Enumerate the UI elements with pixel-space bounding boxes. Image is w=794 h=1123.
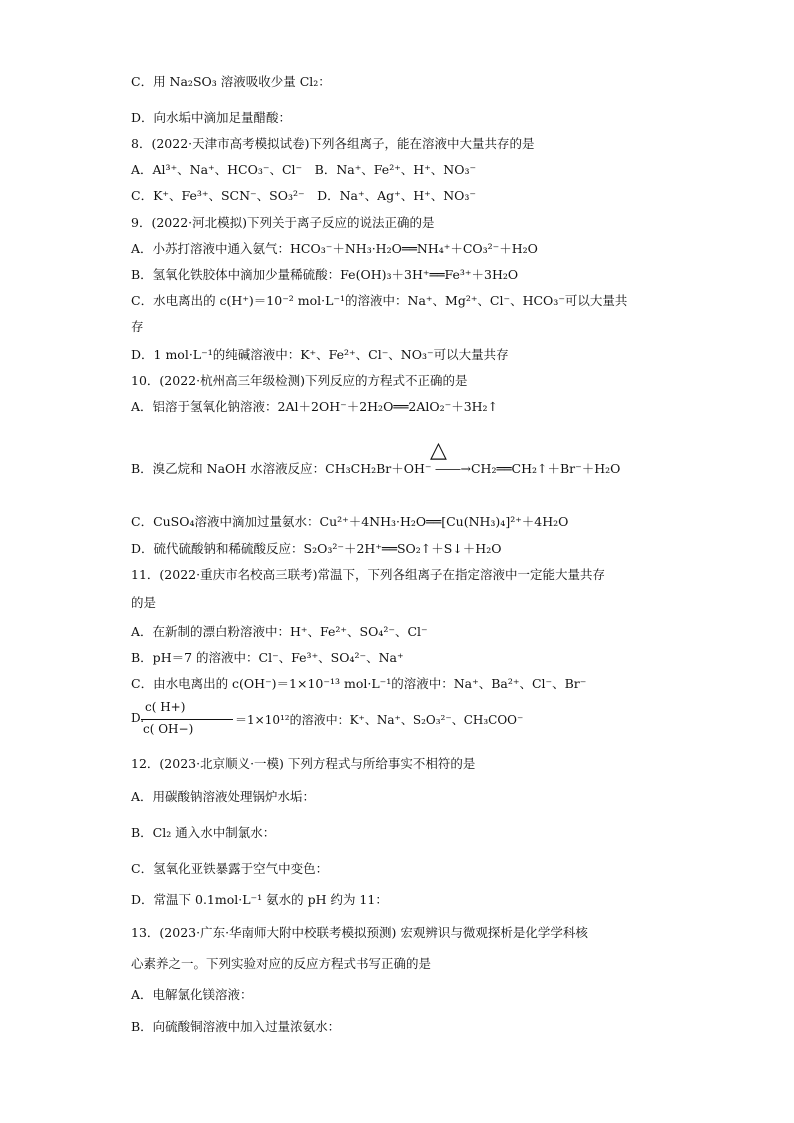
fraction-tail: ＝1×10¹²的溶液中：K⁺、Na⁺、S₂O₃²⁻、CH₃COO⁻ — [235, 713, 524, 727]
text-line: 8．(2022·天津市高考模拟试卷)下列各组离子，能在溶液中大量共存的是 — [131, 136, 535, 151]
text-line: 12．(2023·北京顺义·一模) 下列方程式与所给事实不相符的是 — [131, 756, 476, 771]
text-line: B．溴乙烷和 NaOH 水溶液反应：CH₃CH₂Br＋OH⁻ ――→CH₂══CH₂↑＋Br⁻＋H₂O — [131, 461, 621, 476]
heating-delta-symbol: △ — [430, 438, 447, 463]
text-line: 9．(2022·河北模拟)下列关于离子反应的说法正确的是 — [131, 215, 435, 230]
text-line: 心素养之一。下列实验对应的反应方程式书写正确的是 — [131, 956, 432, 971]
text-line: C．水电离出的 c(H⁺)＝10⁻² mol·L⁻¹的溶液中：Na⁺、Mg²⁺、Cl⁻、HCO₃⁻可以大量共 — [131, 293, 628, 308]
fraction-numerator: c( H+) — [145, 700, 186, 714]
fraction-denominator: c( OH−) — [143, 722, 194, 736]
text-line: 的是 — [131, 595, 157, 610]
text-line: D．向水垢中滴加足量醋酸： — [131, 110, 292, 125]
text-line: B．向硫酸铜溶液中加入过量浓氨水： — [131, 1019, 341, 1034]
text-line: 11．(2022·重庆市名校高三联考)常温下，下列各组离子在指定溶液中一定能大量共存 — [131, 567, 605, 582]
text-line: C．用 Na₂SO₃ 溶液吸收少量 Cl₂： — [131, 74, 331, 89]
fraction-lead: D. — [131, 711, 145, 725]
text-line: D．硫代硫酸钠和稀硫酸反应：S₂O₃²⁻＋2H⁺══SO₂↑＋S↓＋H₂O — [131, 541, 502, 556]
text-line: 13．(2023·广东·华南师大附中校联考模拟预测) 宏观辨识与微观探析是化学学科核 — [131, 925, 588, 940]
text-line: A．铝溶于氢氧化钠溶液：2Al＋2OH⁻＋2H₂O══2AlO₂⁻＋3H₂↑ — [131, 399, 499, 414]
text-line: B．pH＝7 的溶液中：Cl⁻、Fe³⁺、SO₄²⁻、Na⁺ — [131, 650, 404, 665]
text-line: A．Al³⁺、Na⁺、HCO₃⁻、Cl⁻ B．Na⁺、Fe²⁺、H⁺、NO₃⁻ — [131, 162, 477, 177]
fraction-bar — [141, 719, 233, 720]
text-line: A．电解氯化镁溶液： — [131, 987, 253, 1002]
text-line: 10．(2022·杭州高三年级检测)下列反应的方程式不正确的是 — [131, 373, 468, 388]
text-line: 存 — [131, 319, 144, 334]
text-line: A．在新制的漂白粉溶液中：H⁺、Fe²⁺、SO₄²⁻、Cl⁻ — [131, 624, 428, 639]
text-line: C．氢氧化亚铁暴露于空气中变色： — [131, 861, 329, 876]
text-line: C．由水电离出的 c(OH⁻)＝1×10⁻¹³ mol·L⁻¹的溶液中：Na⁺、Ba²⁺、Cl⁻、Br⁻ — [131, 676, 587, 691]
text-line: D．1 mol·L⁻¹的纯碱溶液中：K⁺、Fe²⁺、Cl⁻、NO₃⁻可以大量共存 — [131, 347, 509, 362]
text-line: B．Cl₂ 通入水中制氯水： — [131, 825, 276, 840]
text-line: A．小苏打溶液中通入氨气：HCO₃⁻＋NH₃·H₂O══NH₄⁺＋CO₃²⁻＋H₂O — [131, 241, 538, 256]
text-line: B．氢氧化铁胶体中滴加少量稀硫酸：Fe(OH)₃＋3H⁺══Fe³⁺＋3H₂O — [131, 267, 519, 282]
text-line: A．用碳酸钠溶液处理锅炉水垢： — [131, 789, 316, 804]
text-line: D．常温下 0.1mol·L⁻¹ 氨水的 pH 约为 11： — [131, 892, 388, 907]
text-line: C．K⁺、Fe³⁺、SCN⁻、SO₃²⁻ D．Na⁺、Ag⁺、H⁺、NO₃⁻ — [131, 188, 477, 203]
text-line: C．CuSO₄溶液中滴加过量氨水：Cu²⁺＋4NH₃·H₂O══[Cu(NH₃)₄]²⁺＋4H₂O — [131, 514, 569, 529]
